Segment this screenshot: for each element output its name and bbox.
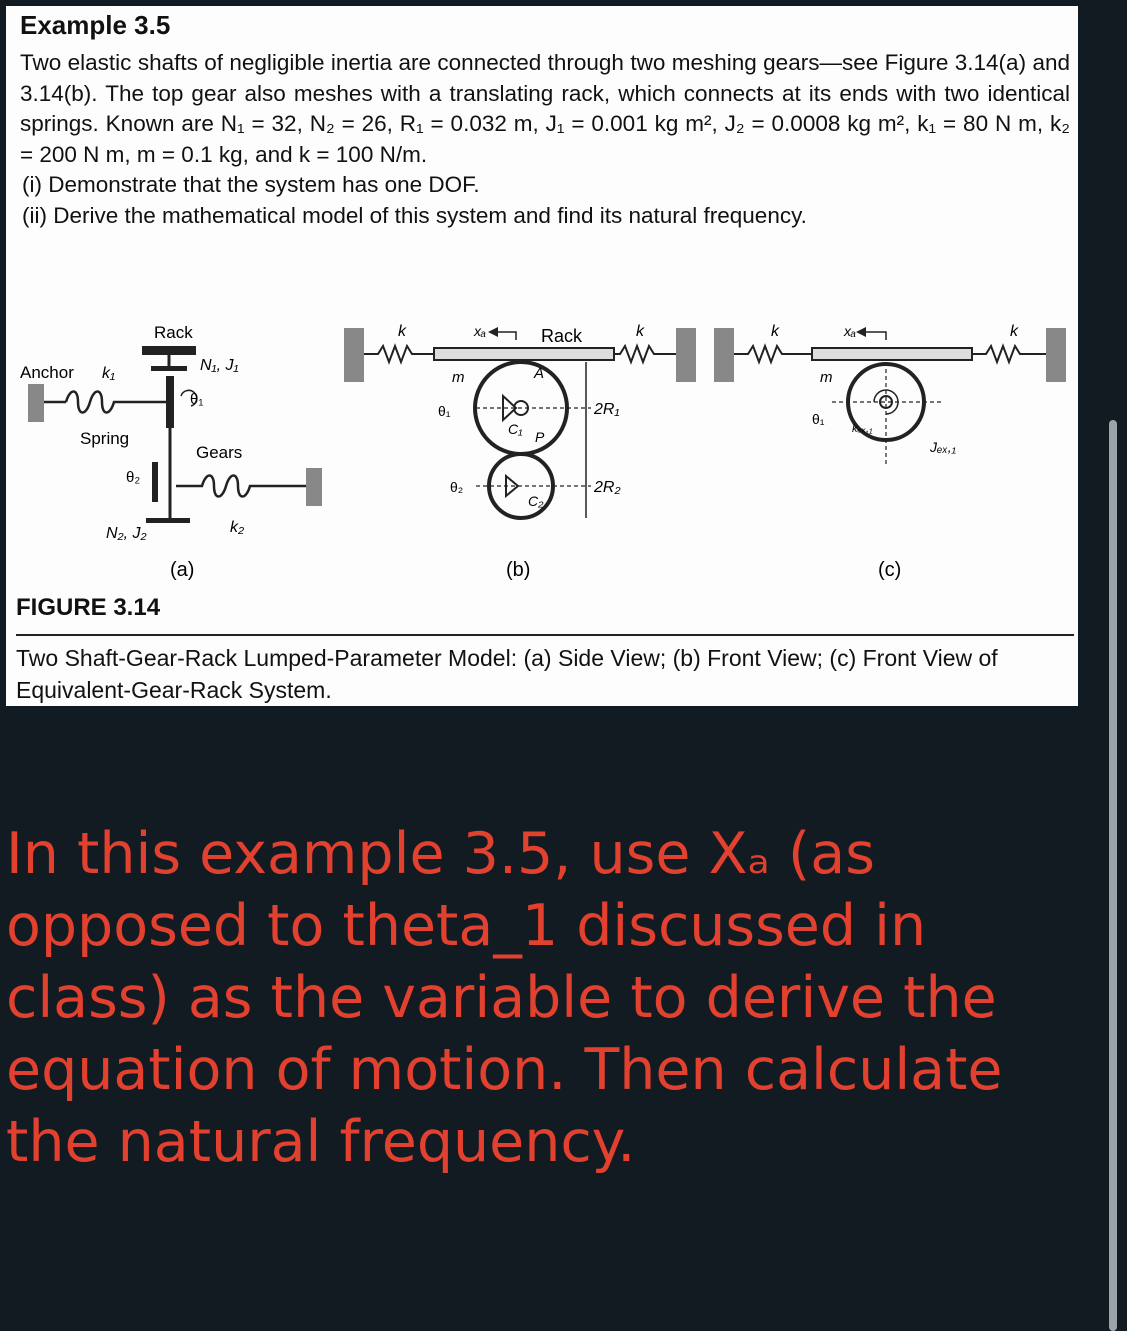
- c-sublabel: (c): [878, 559, 902, 581]
- svg-text:2R₂: 2R₂: [594, 479, 621, 496]
- svg-text:θ₁: θ₁: [438, 403, 451, 419]
- scrollbar[interactable]: [1109, 420, 1117, 1331]
- figure-divider: [16, 634, 1074, 636]
- problem-statement: [20, 48, 1070, 231]
- svg-text:A: A: [534, 365, 545, 382]
- svg-text:θ₂: θ₂: [126, 469, 141, 486]
- figure-a-side-view: [20, 323, 322, 581]
- b-wall-right: [676, 328, 696, 382]
- svg-text:kₑₓ,₁: kₑₓ,₁: [852, 423, 873, 435]
- svg-text:k: k: [1010, 323, 1018, 340]
- svg-text:N₂, J₂: N₂, J₂: [106, 525, 147, 542]
- part-i: (i) Demonstrate that the system has one DOF.: [22, 172, 480, 197]
- a-spring-k1: [44, 392, 166, 413]
- svg-text:C₂: C₂: [528, 493, 544, 509]
- svg-text:C₁: C₁: [508, 421, 523, 437]
- c-spring-right: [972, 346, 1046, 362]
- svg-text:Jₑₓ,₁: Jₑₓ,₁: [930, 439, 957, 455]
- svg-text:2R₁: 2R₁: [594, 401, 620, 418]
- a-spring-k2: [176, 476, 306, 497]
- svg-text:k: k: [771, 323, 779, 340]
- svg-text:k₁: k₁: [102, 365, 116, 382]
- c-rack: [812, 348, 972, 360]
- a-spring-label: Spring: [80, 429, 130, 448]
- a-rack: [142, 346, 196, 355]
- svg-text:θ₁: θ₁: [812, 411, 825, 427]
- b-spring-left: [364, 346, 434, 362]
- a-rack-label: Rack: [154, 323, 193, 342]
- svg-text:xₐ: xₐ: [844, 323, 857, 339]
- a-anchor-left: [28, 384, 44, 422]
- c-spring-left: [734, 346, 812, 362]
- assignment-question: In this example 3.5, use Xₐ (as opposed to theta_1 discussed in class) as the variable to derive the equation of motion. Then calculate the natural frequency.: [6, 821, 1003, 1175]
- c-wall-right: [1046, 328, 1066, 382]
- problem-text: Two elastic shafts of negligible inertia are connected through two meshing gears—see Figure 3.14(a) and 3.14(b). The top gear also meshes with a translating rack, which connects at its ends with two identical springs. Known are N₁ = 32, N₂ = 26, R₁ = 0.032 m, J₁ = 0.001 kg m², J₂ = 0.0008 kg m², k₁ = 80 N m, k₂ = 200 N m, m = 0.1 kg, and k = 100 N/m.: [20, 50, 1070, 167]
- svg-text:m: m: [820, 369, 833, 386]
- b-rack: [434, 348, 614, 360]
- a-anchor-right: [306, 468, 322, 506]
- a-anchor-label: Anchor: [20, 363, 74, 382]
- svg-text:xₐ: xₐ: [474, 323, 487, 339]
- svg-text:P: P: [535, 429, 545, 445]
- a-gears-label: Gears: [196, 443, 243, 462]
- b-sublabel: (b): [506, 559, 531, 581]
- figure-b-front-view: [344, 323, 696, 581]
- c-wall-left: [714, 328, 734, 382]
- b-wall-left: [344, 328, 364, 382]
- figure-c-equivalent-view: [714, 323, 1066, 581]
- figure-label: FIGURE 3.14: [16, 594, 161, 621]
- figure-caption: Two Shaft-Gear-Rack Lumped-Parameter Model: (a) Side View; (b) Front View; (c) Front View of Equivalent-Gear-Rack System.: [16, 645, 998, 703]
- svg-text:m: m: [452, 369, 465, 386]
- a-sublabel: (a): [170, 559, 195, 581]
- part-ii: (ii) Derive the mathematical model of this system and find its natural frequency.: [22, 202, 807, 228]
- svg-text:k₂: k₂: [230, 519, 245, 536]
- example-title: Example 3.5: [20, 10, 171, 40]
- svg-text:θ₂: θ₂: [450, 479, 464, 495]
- svg-text:θ₁: θ₁: [190, 391, 204, 408]
- svg-text:k: k: [636, 323, 644, 340]
- b-rack-label: Rack: [541, 326, 583, 346]
- textbook-excerpt-image: [6, 6, 1078, 706]
- b-spring-right: [614, 346, 676, 362]
- svg-text:k: k: [398, 323, 406, 340]
- svg-text:N₁, J₁: N₁, J₁: [200, 357, 239, 374]
- figure-3-14: [6, 306, 1078, 606]
